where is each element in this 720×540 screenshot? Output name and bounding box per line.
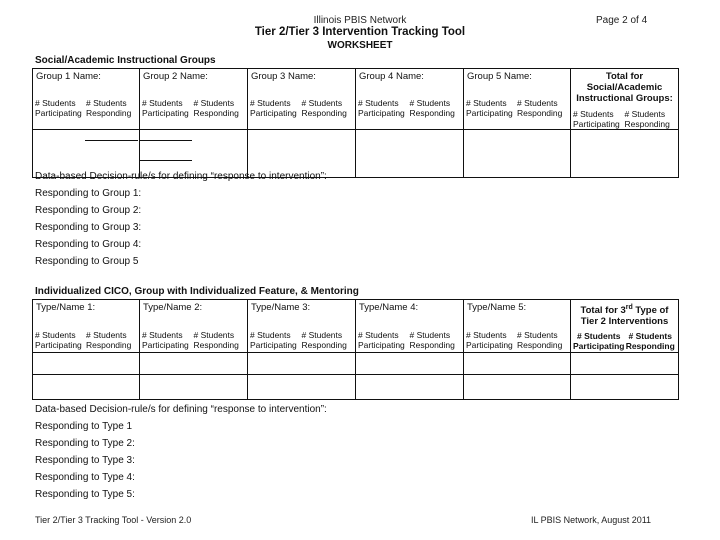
section-title-groups: Social/Academic Instructional Groups [35,55,216,66]
participating-label: # Students Participating [250,330,297,350]
divider [140,140,192,141]
column-label: Group 1 Name: [36,71,101,82]
table-row [33,375,679,400]
group-1-cell[interactable] [33,69,140,130]
total-label: Total for Social/Academic Instructional Groups: [576,71,673,104]
responding-type-4[interactable]: Responding to Type 4: [35,472,135,483]
column-label: Group 4 Name: [359,71,424,82]
column-label: Type/Name 2: [143,302,203,313]
responding-group-4[interactable]: Responding to Group 4: [35,239,142,250]
type-1-entry[interactable] [33,375,140,400]
footer-version: Tier 2/Tier 3 Tracking Tool - Version 2.0 [35,515,192,525]
column-label: Type/Name 4: [359,302,419,313]
column-label: Type/Name 1: [36,302,96,313]
total-label-sup: rd [625,304,633,311]
responding-label: # Students Responding [625,331,675,352]
group-5-entry[interactable] [464,130,571,178]
type-5-cell[interactable] [464,300,571,353]
responding-label: # Students Responding [301,330,347,350]
type-decision-rules [35,401,327,503]
participating-label: # Students Participating [573,109,620,129]
responding-group-5[interactable]: Responding to Group 5 [35,256,139,267]
column-label: Type/Name 5: [467,302,527,313]
organization-name: Illinois PBIS Network [313,15,407,26]
responding-label: # Students Responding [517,98,563,118]
type-5-entry[interactable] [464,375,571,400]
type-5-entry[interactable] [464,353,571,375]
type-4-entry[interactable] [356,375,464,400]
type-1-entry[interactable] [33,353,140,375]
type-total-entry[interactable] [571,353,679,375]
divider [140,160,192,161]
participating-label: # Students Participating [358,330,405,350]
responding-type-2[interactable]: Responding to Type 2: [35,438,135,449]
participating-label: # Students Participating [466,330,513,350]
column-label: Group 5 Name: [467,71,532,82]
group-total-entry[interactable] [571,130,679,178]
type-2-entry[interactable] [140,375,248,400]
type-total-cell[interactable] [571,300,679,353]
column-label: Group 2 Name: [143,71,208,82]
responding-label: # Students Responding [517,330,563,350]
participating-label: # Students Participating [142,330,189,350]
type-3-cell[interactable] [248,300,356,353]
total-label-pre: Total for 3 [580,305,626,317]
participating-label: # Students Participating [250,98,297,118]
responding-group-2[interactable]: Responding to Group 2: [35,205,142,216]
group-2-cell[interactable] [140,69,248,130]
responding-label: # Students Responding [86,330,132,350]
group-3-cell[interactable] [248,69,356,130]
responding-label: # Students Responding [193,98,239,118]
type-2-entry[interactable] [140,353,248,375]
section-title-cico: Individualized CICO, Group with Individualized Feature, & Mentoring [35,286,359,297]
type-4-cell[interactable] [356,300,464,353]
total-label [571,300,678,329]
table-row [33,353,679,375]
responding-label: # Students Responding [86,98,132,118]
footer-credit: IL PBIS Network, August 2011 [531,515,652,525]
table-row [33,300,679,353]
responding-label: # Students Responding [409,98,455,118]
decision-rule-label: Data-based Decision-rule/s for defining “response to intervention”: [35,171,327,182]
participating-label: # Students Participating [35,330,82,350]
type-3-entry[interactable] [248,375,356,400]
responding-type-5[interactable]: Responding to Type 5: [35,489,135,500]
responding-label: # Students Responding [624,109,670,129]
page-number: Page 2 of 4 [596,15,648,26]
participating-label: # Students Participating [142,98,189,118]
group-total-cell[interactable] [571,69,679,130]
document-subtitle: WORKSHEET [327,40,393,51]
responding-group-3[interactable]: Responding to Group 3: [35,222,142,233]
type-1-cell[interactable] [33,300,140,353]
group-4-cell[interactable] [356,69,464,130]
group-4-entry[interactable] [356,130,464,178]
responding-type-3[interactable]: Responding to Type 3: [35,455,135,466]
participating-label: # Students Participating [358,98,405,118]
decision-rule-label: Data-based Decision-rule/s for defining “response to intervention”: [35,404,327,415]
type-2-cell[interactable] [140,300,248,353]
type-total-entry[interactable] [571,375,679,400]
responding-label: # Students Responding [193,330,239,350]
responding-label: # Students Responding [301,98,347,118]
responding-label: # Students Responding [409,330,455,350]
type-3-entry[interactable] [248,353,356,375]
table-row [33,69,679,130]
document-title: Tier 2/Tier 3 Intervention Tracking Tool [254,26,466,38]
column-label: Type/Name 3: [251,302,311,313]
participating-label: # Students Participating [35,98,82,118]
groups-table [32,68,679,178]
column-label: Group 3 Name: [251,71,316,82]
responding-type-1[interactable]: Responding to Type 1 [35,421,133,432]
type-4-entry[interactable] [356,353,464,375]
total-label-post: Type of Tier 2 Interventions [580,305,669,328]
participating-label: # Students Participating [573,331,625,352]
group-decision-rules [35,168,327,270]
responding-group-1[interactable]: Responding to Group 1: [35,188,142,199]
participating-label: # Students Participating [466,98,513,118]
types-table [32,299,679,400]
group-5-cell[interactable] [464,69,571,130]
divider [85,140,138,141]
